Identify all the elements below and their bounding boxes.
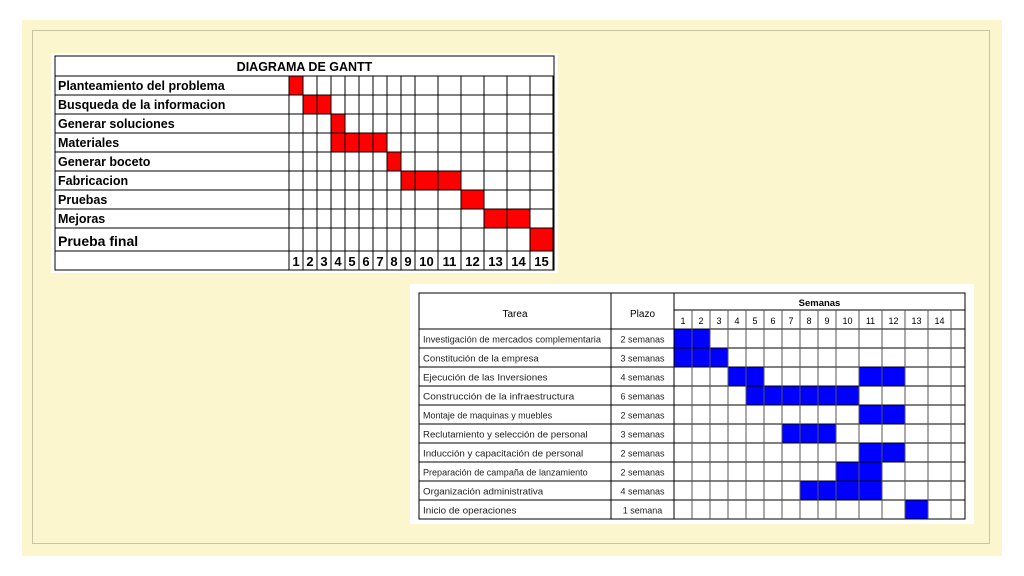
- gantt2-bar: [905, 500, 928, 519]
- gantt1-bar: [461, 190, 484, 209]
- gantt2-period-label: 4: [734, 316, 740, 326]
- gantt2-duration-label: 1 semana: [622, 505, 663, 516]
- gantt2-task-label: Montaje de maquinas y muebles: [423, 410, 553, 421]
- gantt1-bar: [530, 228, 553, 251]
- gantt1-period-label: 15: [534, 254, 549, 269]
- gantt2-duration-label: 4 semanas: [620, 486, 665, 497]
- gantt1-period-label: 5: [348, 254, 356, 269]
- gantt1-period-label: 9: [404, 254, 412, 269]
- gantt1-period-label: 11: [442, 254, 457, 269]
- gantt-chart-2-panel: [410, 284, 974, 524]
- gantt1-task-label: Generar boceto: [58, 155, 151, 169]
- gantt2-duration-label: 6 semanas: [620, 391, 665, 402]
- gantt1-task-label: Mejoras: [58, 212, 106, 226]
- gantt1-bar: [289, 76, 303, 95]
- gantt2-period-label: 10: [842, 316, 853, 326]
- gantt1-period-label: 2: [306, 254, 314, 269]
- gantt2-duration-label: 3 semanas: [620, 353, 665, 364]
- gantt2-header-weeks: Semanas: [798, 298, 841, 309]
- gantt1-task-label: Materiales: [58, 136, 120, 150]
- slide-background: [22, 20, 1002, 556]
- gantt1-period-label: 10: [419, 254, 434, 269]
- gantt2-duration-label: 4 semanas: [620, 372, 665, 383]
- gantt2-task-label: Constitución de la empresa: [423, 353, 539, 364]
- gantt-chart-1-panel: [51, 53, 558, 273]
- gantt2-period-label: 5: [752, 316, 758, 326]
- gantt2-task-label: Reclutamiento y selección de personal: [423, 429, 588, 440]
- gantt1-period-label: 4: [334, 254, 342, 269]
- gantt2-task-label: Preparación de campaña de lanzamiento: [423, 467, 588, 478]
- gantt1-period-label: 6: [362, 254, 370, 269]
- gantt2-period-label: 9: [824, 316, 830, 326]
- gantt1-period-label: 13: [488, 254, 503, 269]
- gantt1-period-label: 8: [390, 254, 398, 269]
- gantt-chart-1: [51, 53, 558, 273]
- gantt2-period-label: 7: [788, 316, 794, 326]
- gantt2-duration-label: 2 semanas: [620, 467, 665, 478]
- gantt1-bar: [387, 152, 401, 171]
- gantt1-task-label: Prueba final: [58, 233, 139, 249]
- gantt2-period-label: 13: [911, 316, 922, 326]
- gantt1-period-label: 1: [292, 254, 300, 269]
- gantt2-duration-label: 3 semanas: [620, 429, 665, 440]
- gantt1-task-label: Generar soluciones: [58, 117, 175, 131]
- gantt2-period-label: 12: [888, 316, 899, 326]
- gantt2-period-label: 3: [716, 316, 722, 326]
- gantt2-task-label: Ejecución de las Inversiones: [423, 372, 549, 383]
- gantt1-period-label: 3: [320, 254, 328, 269]
- gantt2-period-label: 8: [806, 316, 812, 326]
- gantt2-bar: [746, 386, 859, 405]
- gantt2-bar: [782, 424, 836, 443]
- gantt1-period-label: 14: [511, 254, 526, 269]
- gantt2-header-plazo: Plazo: [629, 309, 656, 320]
- gantt1-bar: [401, 171, 461, 190]
- gantt-chart-2: [410, 284, 974, 524]
- gantt1-period-label: 12: [465, 254, 480, 269]
- gantt1-bar: [331, 114, 345, 133]
- gantt2-task-label: Organización administrativa: [423, 486, 544, 497]
- gantt1-task-label: Fabricacion: [58, 174, 129, 188]
- gantt2-period-label: 1: [680, 316, 686, 326]
- gantt2-task-label: Construcción de la infraestructura: [423, 391, 575, 402]
- gantt2-bar: [800, 481, 882, 500]
- gantt1-period-label: 7: [376, 254, 384, 269]
- gantt1-task-label: Planteamiento del problema: [58, 79, 225, 93]
- gantt2-duration-label: 2 semanas: [620, 448, 665, 459]
- gantt2-task-label: Inducción y capacitación de personal: [423, 448, 584, 459]
- gantt2-duration-label: 2 semanas: [620, 334, 665, 345]
- gantt2-task-label: Inicio de operaciones: [423, 505, 517, 516]
- gantt2-period-label: 14: [934, 316, 945, 326]
- gantt2-period-label: 2: [698, 316, 704, 326]
- gantt2-bar: [674, 348, 728, 367]
- gantt1-title: DIAGRAMA DE GANTT: [236, 60, 373, 74]
- gantt2-period-label: 11: [865, 316, 876, 326]
- gantt1-task-label: Busqueda de la informacion: [58, 98, 226, 112]
- gantt2-duration-label: 2 semanas: [620, 410, 665, 421]
- gantt2-task-label: Investigación de mercados complementaria: [423, 334, 601, 345]
- gantt2-period-label: 6: [770, 316, 776, 326]
- gantt2-header-task: Tarea: [502, 309, 528, 320]
- gantt1-task-label: Pruebas: [58, 193, 108, 207]
